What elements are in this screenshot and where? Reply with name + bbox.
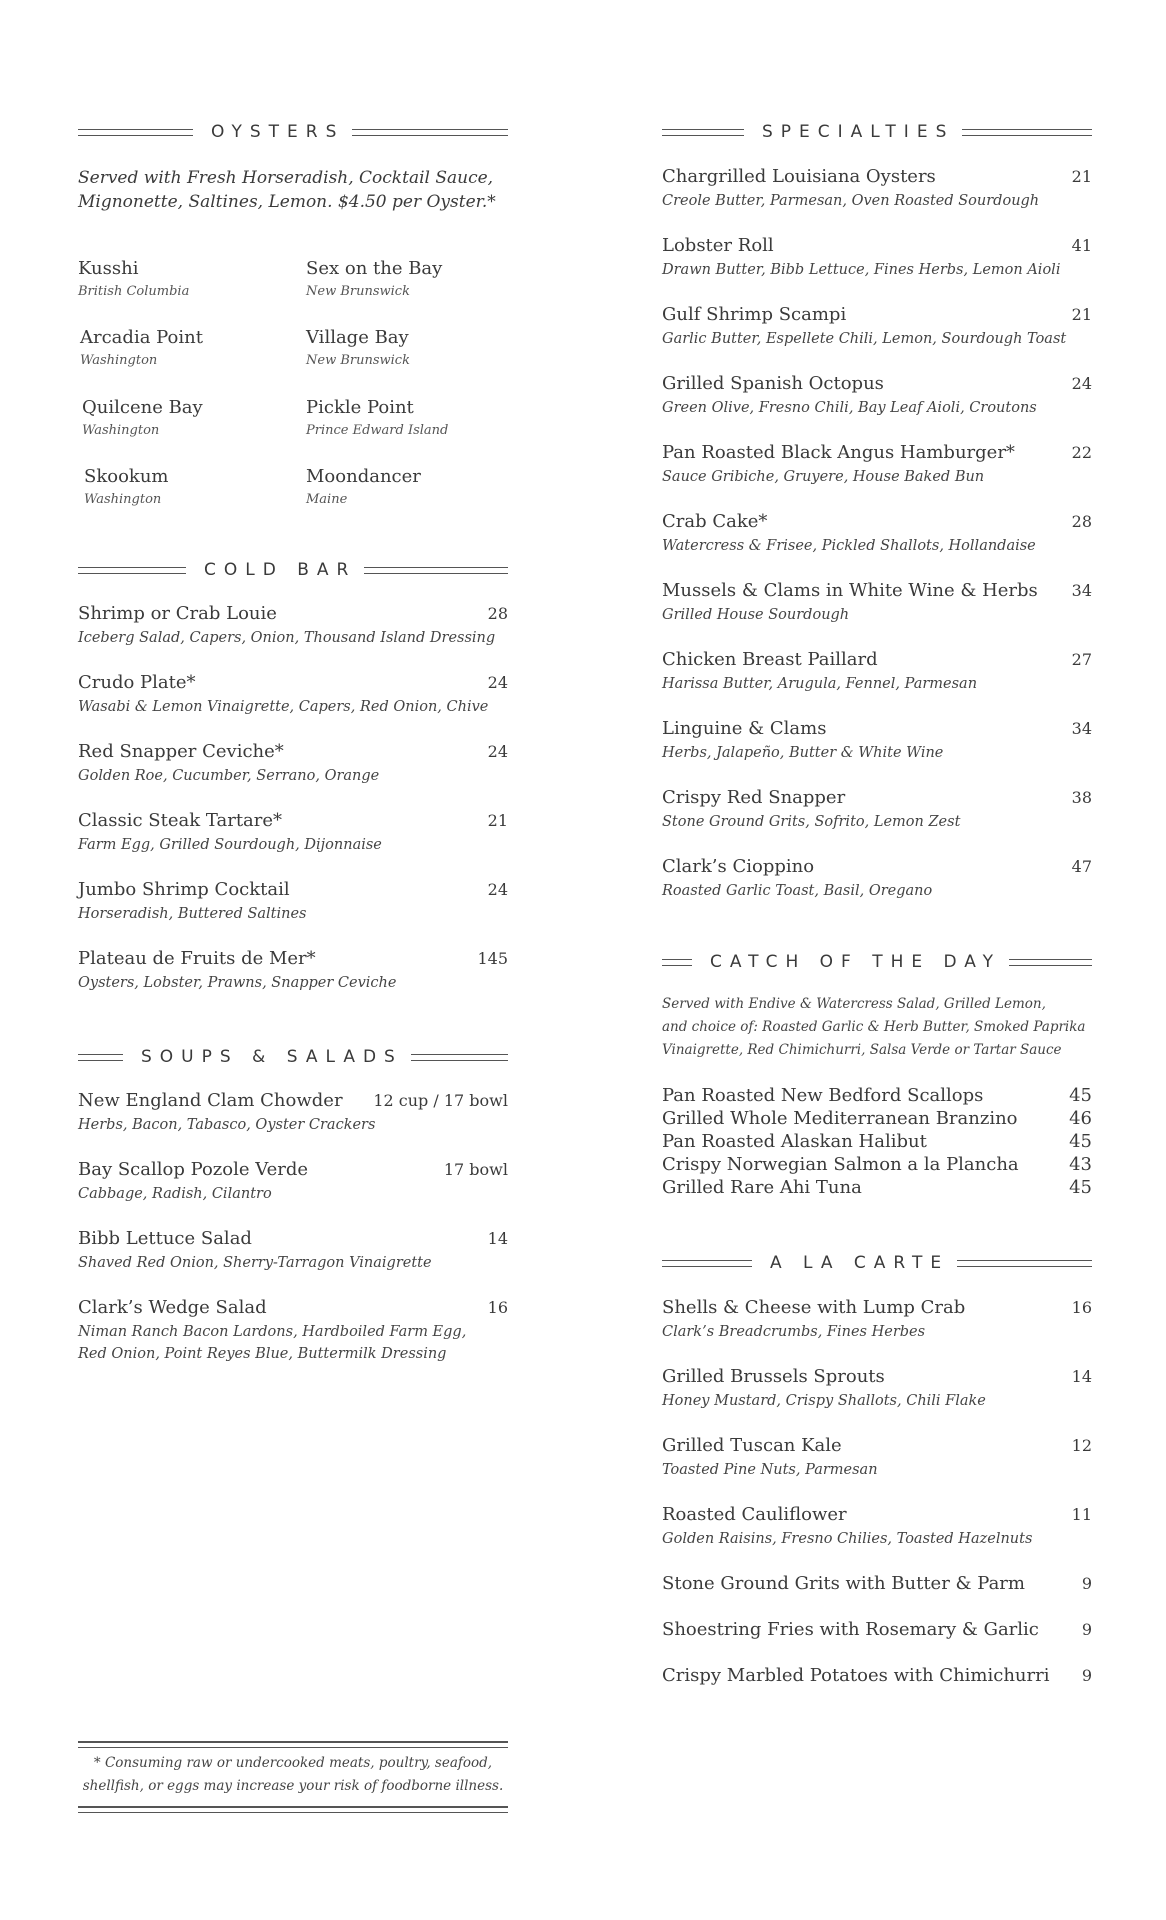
section-title: OYSTERS [211, 122, 345, 142]
item-name: Crispy Norwegian Salmon a la Plancha [662, 1154, 1019, 1175]
item-name: Crab Cake* [662, 511, 768, 532]
item-name: Gulf Shrimp Scampi [662, 304, 847, 325]
menu-item [662, 1573, 1092, 1594]
item-description: Golden Raisins, Fresno Chilies, Toasted Hazelnuts [662, 1531, 1033, 1547]
oyster-region: New Brunswick [306, 353, 410, 368]
item-name: Grilled Rare Ahi Tuna [662, 1177, 862, 1198]
catch-item [662, 1107, 1092, 1130]
item-name: Grilled Tuscan Kale [662, 1435, 842, 1456]
item-name: Pan Roasted Alaskan Halibut [662, 1131, 927, 1152]
soups-salads-header [78, 1045, 508, 1069]
item-description: Stone Ground Grits, Sofrito, Lemon Zest [662, 814, 961, 830]
menu-item [662, 373, 1092, 419]
menu-item [662, 787, 1092, 833]
menu-item [662, 1619, 1092, 1640]
section-title: SPECIALTIES [762, 122, 955, 142]
menu-item [662, 511, 1092, 557]
item-price: 12 cup / 17 bowl [373, 1091, 508, 1110]
cold-bar-header [78, 558, 508, 582]
item-price: 21 [487, 811, 508, 830]
item-name: Shells & Cheese with Lump Crab [662, 1297, 966, 1318]
catch-of-the-day-header [662, 950, 1092, 974]
item-price: 14 [487, 1229, 508, 1248]
item-name: New England Clam Chowder [78, 1090, 343, 1111]
item-description: Honey Mustard, Crispy Shallots, Chili Flake [662, 1393, 986, 1409]
menu-item [662, 856, 1092, 902]
oyster-item [84, 466, 299, 507]
section-title: CATCH OF THE DAY [710, 952, 1001, 972]
item-price: 38 [1071, 788, 1092, 807]
item-name: Crudo Plate* [78, 672, 196, 693]
menu-item [662, 580, 1092, 626]
menu-item [662, 718, 1092, 764]
catch-item [662, 1084, 1092, 1107]
header-rule [962, 129, 1092, 136]
item-description: Sauce Gribiche, Gruyere, House Baked Bun [662, 469, 985, 485]
menu-item [78, 1228, 508, 1274]
oyster-region: Washington [80, 353, 158, 368]
menu-item [78, 603, 508, 649]
item-description: Red Onion, Point Reyes Blue, Buttermilk Dressing [78, 1346, 447, 1362]
oyster-region: Washington [82, 423, 160, 438]
oyster-name: Moondancer [306, 466, 421, 487]
intro-line: Vinaigrette, Red Chimichurri, Salsa Verde or Tartar Sauce [662, 1042, 1062, 1058]
item-price: 21 [1071, 305, 1092, 324]
item-price: 27 [1071, 650, 1092, 669]
menu-item [662, 235, 1092, 281]
catch-item [662, 1176, 1092, 1199]
header-rule [662, 959, 692, 966]
menu-item [662, 442, 1092, 488]
intro-line: Served with Endive & Watercress Salad, Grilled Lemon, [662, 996, 1046, 1012]
item-name: Bay Scallop Pozole Verde [78, 1159, 309, 1180]
item-price: 16 [487, 1298, 508, 1317]
item-description: Roasted Garlic Toast, Basil, Oregano [662, 883, 933, 899]
item-name: Shrimp or Crab Louie [78, 603, 277, 624]
section-title: SOUPS & SALADS [141, 1047, 403, 1067]
item-description: Wasabi & Lemon Vinaigrette, Capers, Red Onion, Chive [78, 699, 489, 715]
oyster-item [78, 258, 293, 299]
header-rule [1009, 959, 1092, 966]
item-name: Clark’s Wedge Salad [78, 1297, 267, 1318]
item-name: Plateau de Fruits de Mer* [78, 948, 316, 969]
oysters-header [78, 120, 508, 144]
item-price: 16 [1071, 1298, 1092, 1317]
item-name: Chicken Breast Paillard [662, 649, 878, 670]
intro-line: and choice of: Roasted Garlic & Herb Butter, Smoked Paprika [662, 1019, 1086, 1035]
item-name: Crispy Red Snapper [662, 787, 846, 808]
item-description: Creole Butter, Parmesan, Oven Roasted Sourdough [662, 193, 1040, 209]
item-price: 28 [487, 604, 508, 623]
disclaimer-line: * Consuming raw or undercooked meats, poultry, seafood, [93, 1755, 493, 1771]
oyster-item [306, 327, 521, 368]
menu-item [78, 948, 508, 994]
item-price: 43 [1069, 1154, 1092, 1175]
menu-item [662, 1435, 1092, 1481]
item-name: Stone Ground Grits with Butter & Parm [662, 1573, 1025, 1594]
intro-line: Served with Fresh Horseradish, Cocktail Sauce, [78, 168, 494, 188]
menu-item [78, 672, 508, 718]
menu-item [78, 1090, 508, 1136]
item-description: Herbs, Bacon, Tabasco, Oyster Crackers [78, 1117, 376, 1133]
item-price: 145 [477, 949, 508, 968]
item-price: 34 [1071, 581, 1092, 600]
header-rule [957, 1260, 1092, 1267]
oyster-item [80, 327, 295, 368]
header-rule [78, 567, 186, 574]
header-rule [411, 1054, 508, 1061]
item-description: Iceberg Salad, Capers, Onion, Thousand Island Dressing [78, 630, 496, 646]
item-name: Bibb Lettuce Salad [78, 1228, 252, 1249]
oyster-region: British Columbia [78, 284, 190, 299]
item-name: Classic Steak Tartare* [78, 810, 283, 831]
menu-item [78, 1297, 508, 1365]
item-description: Watercress & Frisee, Pickled Shallots, Hollandaise [662, 538, 1036, 554]
header-rule [364, 567, 508, 574]
oyster-name: Arcadia Point [80, 327, 203, 348]
menu-item [78, 1159, 508, 1205]
oyster-item [82, 397, 297, 438]
item-description: Herbs, Jalapeño, Butter & White Wine [662, 745, 944, 761]
item-name: Red Snapper Ceviche* [78, 741, 284, 762]
oysters-intro [78, 166, 508, 214]
item-price: 46 [1069, 1108, 1092, 1129]
header-rule [662, 129, 744, 136]
item-name: Crispy Marbled Potatoes with Chimichurri [662, 1665, 1050, 1686]
item-description: Niman Ranch Bacon Lardons, Hardboiled Farm Egg, [78, 1324, 467, 1340]
item-price: 21 [1071, 167, 1092, 186]
oyster-item [306, 258, 521, 299]
menu-item [662, 1504, 1092, 1550]
disclaimer-rule [78, 1806, 508, 1813]
item-price: 9 [1081, 1574, 1092, 1593]
item-price: 24 [487, 673, 508, 692]
header-rule [78, 1054, 123, 1061]
item-price: 14 [1071, 1367, 1092, 1386]
item-description: Drawn Butter, Bibb Lettuce, Fines Herbs, Lemon Aioli [662, 262, 1061, 278]
oyster-name: Skookum [84, 466, 169, 487]
item-description: Cabbage, Radish, Cilantro [78, 1186, 272, 1202]
header-rule [78, 129, 193, 136]
item-name: Grilled Spanish Octopus [662, 373, 884, 394]
intro-line: Mignonette, Saltines, Lemon. $4.50 per Oyster.* [78, 192, 496, 212]
disclaimer-line: shellfish, or eggs may increase your risk of foodborne illness. [82, 1778, 504, 1794]
item-price: 28 [1071, 512, 1092, 531]
oyster-name: Pickle Point [306, 397, 414, 418]
oyster-name: Kusshi [78, 258, 139, 279]
item-name: Clark’s Cioppino [662, 856, 815, 877]
a-la-carte-header [662, 1251, 1092, 1275]
item-name: Jumbo Shrimp Cocktail [78, 879, 290, 900]
item-name: Grilled Brussels Sprouts [662, 1366, 885, 1387]
item-name: Pan Roasted Black Angus Hamburger* [662, 442, 1015, 463]
oyster-item [306, 466, 521, 507]
disclaimer [78, 1752, 508, 1798]
item-price: 12 [1071, 1436, 1092, 1455]
header-rule [662, 1260, 752, 1267]
menu-item [662, 166, 1092, 212]
item-description: Clark’s Breadcrumbs, Fines Herbes [662, 1324, 926, 1340]
item-price: 47 [1071, 857, 1092, 876]
menu-item [662, 1297, 1092, 1343]
item-price: 34 [1071, 719, 1092, 738]
item-price: 24 [1071, 374, 1092, 393]
header-rule [352, 129, 508, 136]
item-price: 9 [1081, 1666, 1092, 1685]
oyster-name: Village Bay [306, 327, 409, 348]
catch-intro [662, 993, 1092, 1062]
item-price: 9 [1081, 1620, 1092, 1639]
item-price: 45 [1069, 1131, 1092, 1152]
menu-item [662, 304, 1092, 350]
item-description: Green Olive, Fresno Chili, Bay Leaf Aioli, Croutons [662, 400, 1037, 416]
item-description: Garlic Butter, Espellete Chili, Lemon, Sourdough Toast [662, 331, 1067, 347]
item-description: Golden Roe, Cucumber, Serrano, Orange [78, 768, 380, 784]
item-description: Oysters, Lobster, Prawns, Snapper Ceviche [78, 975, 397, 991]
item-price: 24 [487, 742, 508, 761]
catch-item [662, 1153, 1092, 1176]
item-description: Horseradish, Buttered Saltines [78, 906, 307, 922]
item-description: Harissa Butter, Arugula, Fennel, Parmesan [662, 676, 978, 692]
oyster-name: Sex on the Bay [306, 258, 443, 279]
menu-item [662, 649, 1092, 695]
disclaimer-rule [78, 1741, 508, 1748]
oyster-name: Quilcene Bay [82, 397, 203, 418]
item-name: Grilled Whole Mediterranean Branzino [662, 1108, 1018, 1129]
item-price: 45 [1069, 1085, 1092, 1106]
menu-item [662, 1366, 1092, 1412]
item-name: Lobster Roll [662, 235, 774, 256]
oyster-region: Maine [306, 492, 348, 507]
section-title: A LA CARTE [770, 1253, 950, 1273]
menu-item [78, 810, 508, 856]
oyster-region: Prince Edward Island [306, 423, 449, 438]
oyster-region: Washington [84, 492, 162, 507]
item-name: Shoestring Fries with Rosemary & Garlic [662, 1619, 1039, 1640]
item-price: 11 [1071, 1505, 1092, 1524]
item-name: Linguine & Clams [662, 718, 827, 739]
menu-item [78, 879, 508, 925]
specialties-header [662, 120, 1092, 144]
item-price: 41 [1071, 236, 1092, 255]
oyster-region: New Brunswick [306, 284, 410, 299]
item-price: 24 [487, 880, 508, 899]
item-price: 17 bowl [443, 1160, 508, 1179]
catch-list [662, 1084, 1092, 1199]
item-price: 45 [1069, 1177, 1092, 1198]
item-name: Mussels & Clams in White Wine & Herbs [662, 580, 1038, 601]
section-title: COLD BAR [204, 560, 357, 580]
item-price: 22 [1071, 443, 1092, 462]
menu-item [662, 1665, 1092, 1686]
item-name: Chargrilled Louisiana Oysters [662, 166, 936, 187]
item-description: Shaved Red Onion, Sherry-Tarragon Vinaigrette [78, 1255, 432, 1271]
item-name: Pan Roasted New Bedford Scallops [662, 1085, 984, 1106]
item-description: Toasted Pine Nuts, Parmesan [662, 1462, 878, 1478]
oyster-item [306, 397, 521, 438]
menu-item [78, 741, 508, 787]
item-name: Roasted Cauliflower [662, 1504, 847, 1525]
item-description: Grilled House Sourdough [662, 607, 850, 623]
item-description: Farm Egg, Grilled Sourdough, Dijonnaise [78, 837, 382, 853]
catch-item [662, 1130, 1092, 1153]
